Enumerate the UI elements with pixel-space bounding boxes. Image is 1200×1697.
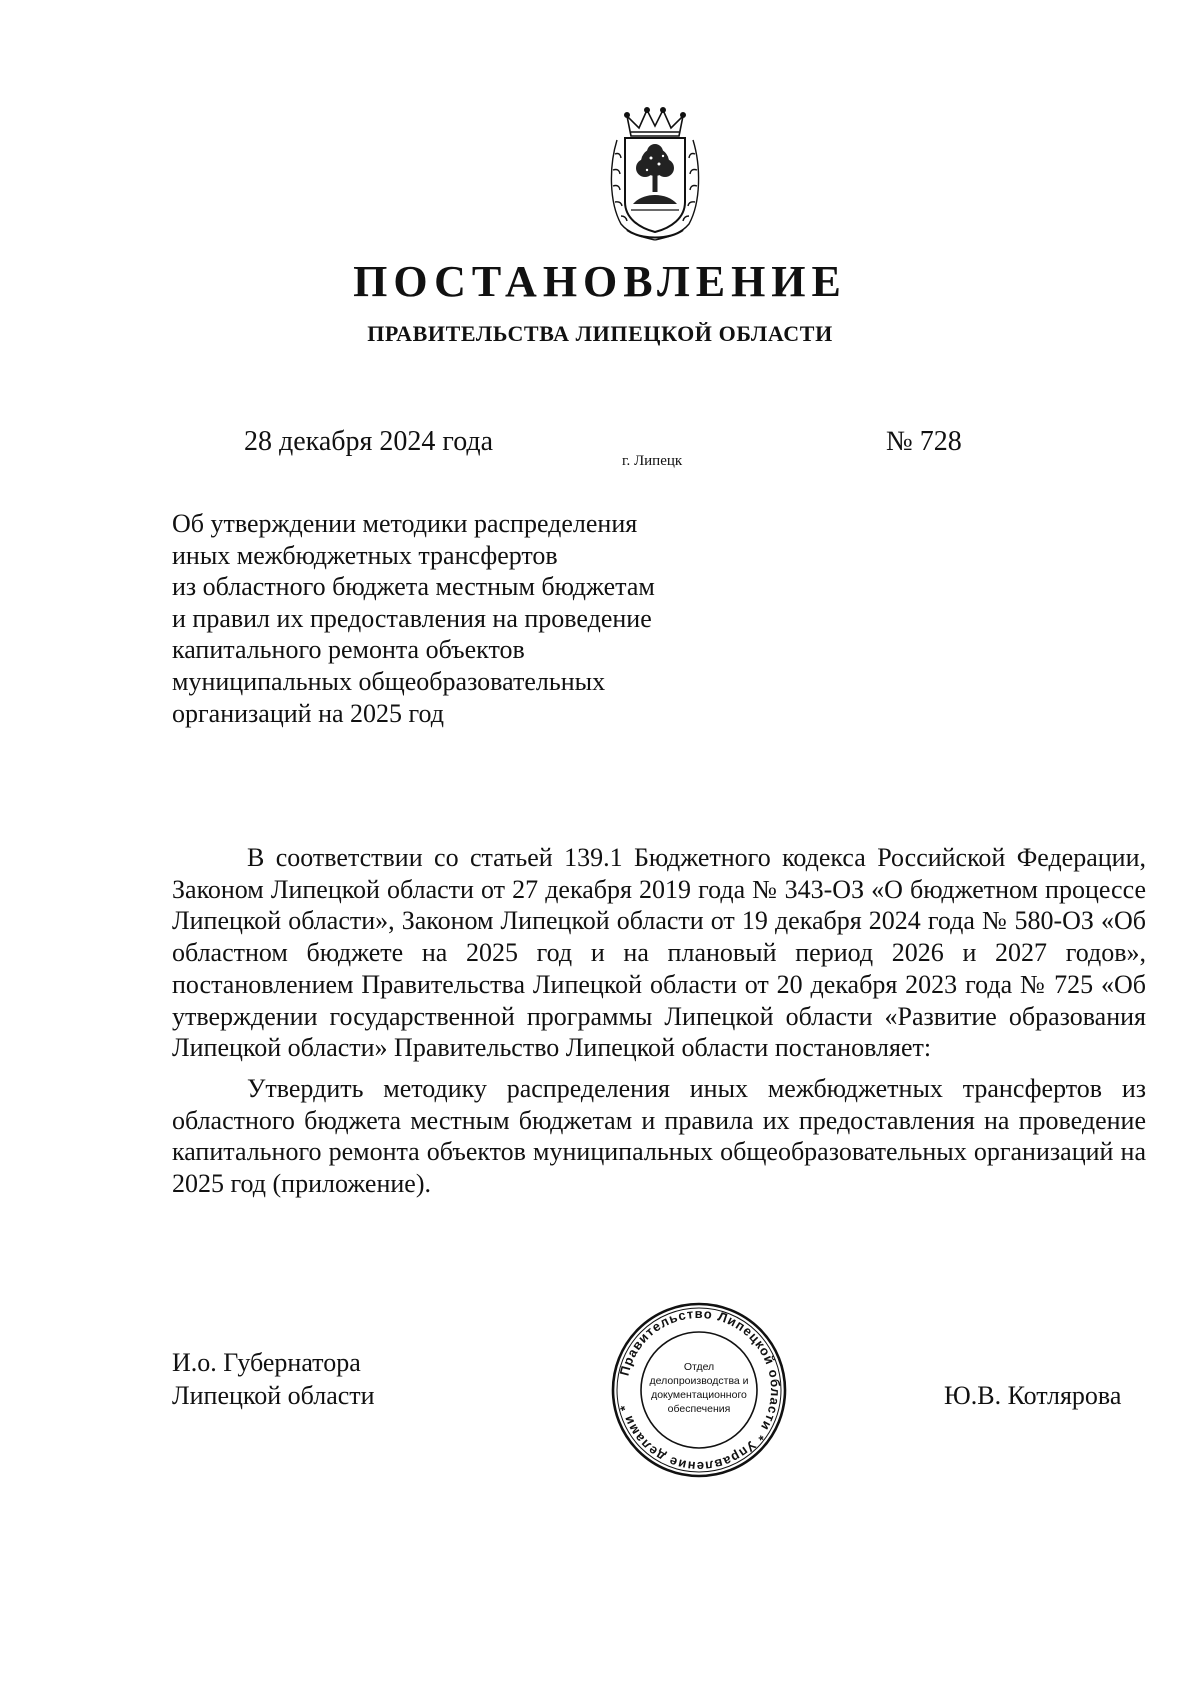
subject-line: иных межбюджетных трансфертов — [172, 540, 558, 570]
document-number: № 728 — [886, 426, 962, 457]
document-body — [172, 842, 1146, 1200]
coat-of-arms-icon — [607, 106, 703, 242]
signatory-position-line: Липецкой области — [172, 1381, 375, 1410]
subject-line: Об утверждении методики распределения — [172, 509, 638, 538]
subject-line: и правил их предоставления на проведение — [172, 603, 652, 633]
subject-line: капитального ремонта объектов — [172, 635, 525, 665]
signatory-name: Ю.В. Котлярова — [944, 1381, 1122, 1410]
stamp-inner-line: Отдел — [683, 1361, 715, 1373]
stamp-outer-text: Правительство Липецкой области * Управление делами * — [616, 1305, 784, 1475]
document-title: ПОСТАНОВЛЕНИЕ — [353, 257, 847, 306]
body-paragraph: Утвердить методику распределения иных межбюджетных трансфертов из областного бюджета местным бюджетам и правила их предоставления на проведение капитального ремонта объектов муниципальных общеобразовательных организаций на 2025 год (приложение). — [172, 1073, 1146, 1199]
body-paragraph: В соответствии со статьей 139.1 Бюджетного кодекса Российской Федерации, Законом Липецкой области от 27 декабря 2019 года № 343-ОЗ «О бюджетном процессе Липецкой области», Законом Липецкой области от 19 декабря 2024 года № 580-ОЗ «Об областном бюджете на 2025 год и на плановый период 2026 и 2027 годов», постановлением Правительства Липецкой области от 20 декабря 2023 года № 725 «Об утверждении государственной программы Липецкой области «Развитие образования Липецкой области» Правительство Липецкой области постановляет: — [172, 843, 1146, 1063]
document-city: г. Липецк — [622, 453, 683, 469]
stamp-inner-line: обеспечения — [667, 1403, 731, 1415]
subject-line: муниципальных общеобразовательных — [172, 666, 606, 696]
document-date: 28 декабря 2024 года — [244, 426, 494, 457]
stamp-inner-line: делопроизводства и — [649, 1375, 749, 1387]
signatory-position — [172, 1346, 375, 1412]
document-issuer: ПРАВИТЕЛЬСТВА ЛИПЕЦКОЙ ОБЛАСТИ — [367, 321, 833, 346]
official-stamp-icon — [609, 1300, 789, 1480]
subject-line: из областного бюджета местным бюджетам — [172, 572, 655, 602]
document-subject — [172, 508, 792, 729]
subject-line: организаций на 2025 год — [172, 698, 445, 728]
stamp-inner-line: документационного — [651, 1389, 747, 1401]
signatory-position-line: И.о. Губернатора — [172, 1348, 361, 1377]
